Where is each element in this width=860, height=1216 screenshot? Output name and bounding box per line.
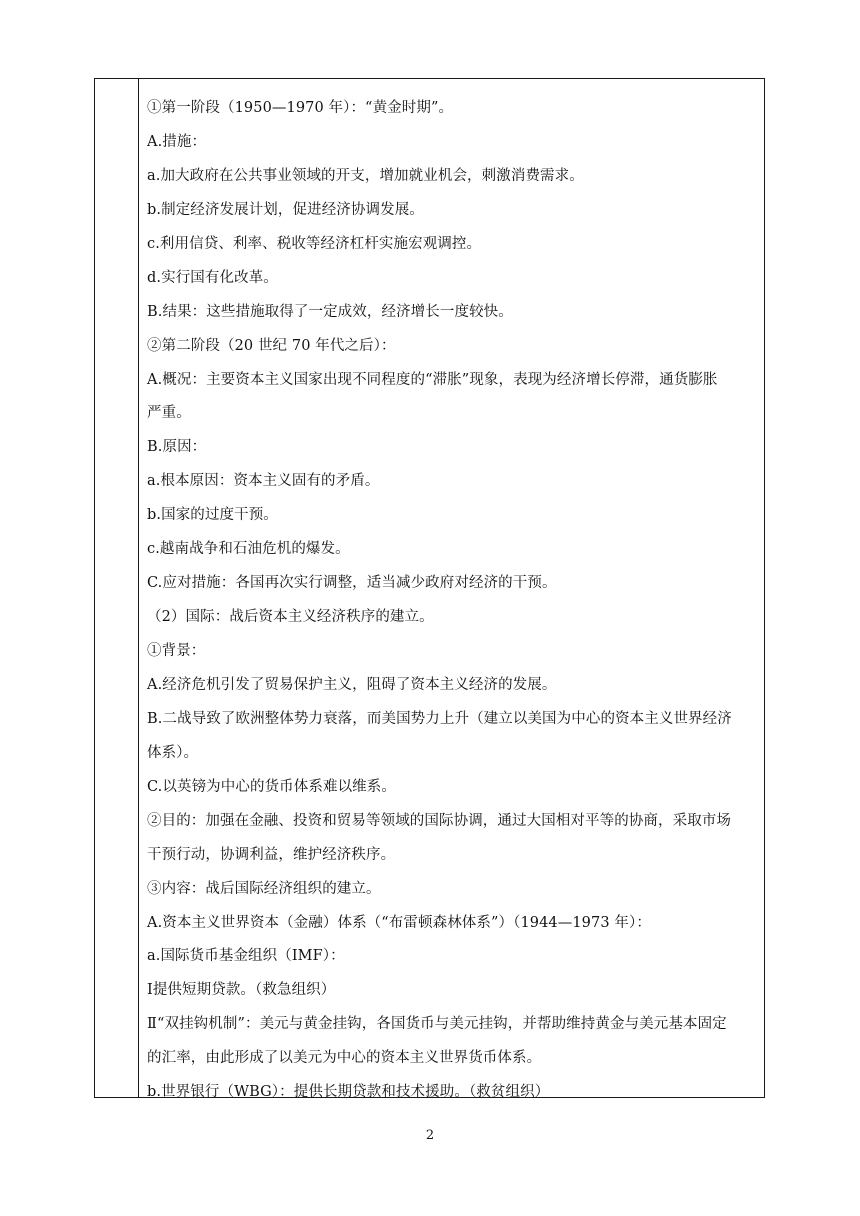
- text-line: C.以英镑为中心的货币体系难以维系。: [147, 778, 396, 795]
- text-line: Ⅰ提供短期贷款。（救急组织）: [147, 982, 336, 999]
- left-empty-column: [95, 79, 139, 1097]
- text-line: 严重。: [147, 405, 191, 422]
- text-line: （2）国际：战后资本主义经济秩序的建立。: [147, 609, 434, 626]
- text-line: A.资本主义世界资本（金融）体系（“布雷顿森林体系”）（1944—1973 年）：: [147, 914, 651, 931]
- text-line: a.加大政府在公共事业领域的开支，增加就业机会，刺激消费需求。: [147, 167, 584, 184]
- text-line: ③内容：战后国际经济组织的建立。: [147, 880, 381, 897]
- text-line: C.应对措施：各国再次实行调整，适当减少政府对经济的干预。: [147, 575, 557, 592]
- text-line: 的汇率，由此形成了以美元为中心的资本主义世界货币体系。: [147, 1050, 542, 1067]
- text-line: ②第二阶段（20 世纪 70 年代之后）：: [147, 337, 396, 354]
- text-line: B.二战导致了欧洲整体势力衰落，而美国势力上升（建立以美国为中心的资本主义世界经济: [147, 710, 732, 727]
- text-line: B.结果：这些措施取得了一定成效，经济增长一度较快。: [147, 303, 513, 320]
- text-line: a.根本原因：资本主义固有的矛盾。: [147, 473, 380, 490]
- text-line: 体系）。: [147, 744, 199, 761]
- text-line: b.制定经济发展计划，促进经济协调发展。: [147, 201, 424, 218]
- text-line: ①第一阶段（1950—1970 年）：“黄金时期”。: [147, 100, 454, 116]
- text-line: b.国家的过度干预。: [147, 507, 278, 524]
- text-line: A.经济危机引发了贸易保护主义，阻碍了资本主义经济的发展。: [147, 676, 557, 693]
- text-line: c.利用信贷、利率、税收等经济杠杆实施宏观调控。: [147, 235, 482, 252]
- text-line: A.措施：: [147, 133, 207, 150]
- text-line: c.越南战争和石油危机的爆发。: [147, 541, 350, 558]
- text-line: A.概况：主要资本主义国家出现不同程度的“滞胀”现象，表现为经济增长停滞，通货膨胀: [147, 371, 718, 388]
- text-line: B.原因：: [147, 439, 207, 456]
- text-line: b.世界银行（WBG）：提供长期贷款和技术援助。（救贫组织）: [147, 1084, 550, 1101]
- text-line: Ⅱ“双挂钩机制”：美元与黄金挂钩，各国货币与美元挂钩，并帮助维持黄金与美元基本固定: [147, 1016, 727, 1033]
- text-line: d.实行国有化改革。: [147, 269, 278, 286]
- content-cell: [147, 92, 758, 1110]
- text-line: 干预行动，协调利益，维护经济秩序。: [147, 846, 396, 863]
- page-number: 2: [425, 1128, 435, 1143]
- content-table: [94, 78, 765, 1101]
- text-line: ①背景：: [147, 643, 206, 659]
- text-line: ②目的：加强在金融、投资和贸易等领域的国际协调，通过大国相对平等的协商，采取市场: [147, 812, 731, 829]
- text-line: a.国际货币基金组织（IMF）：: [147, 948, 345, 965]
